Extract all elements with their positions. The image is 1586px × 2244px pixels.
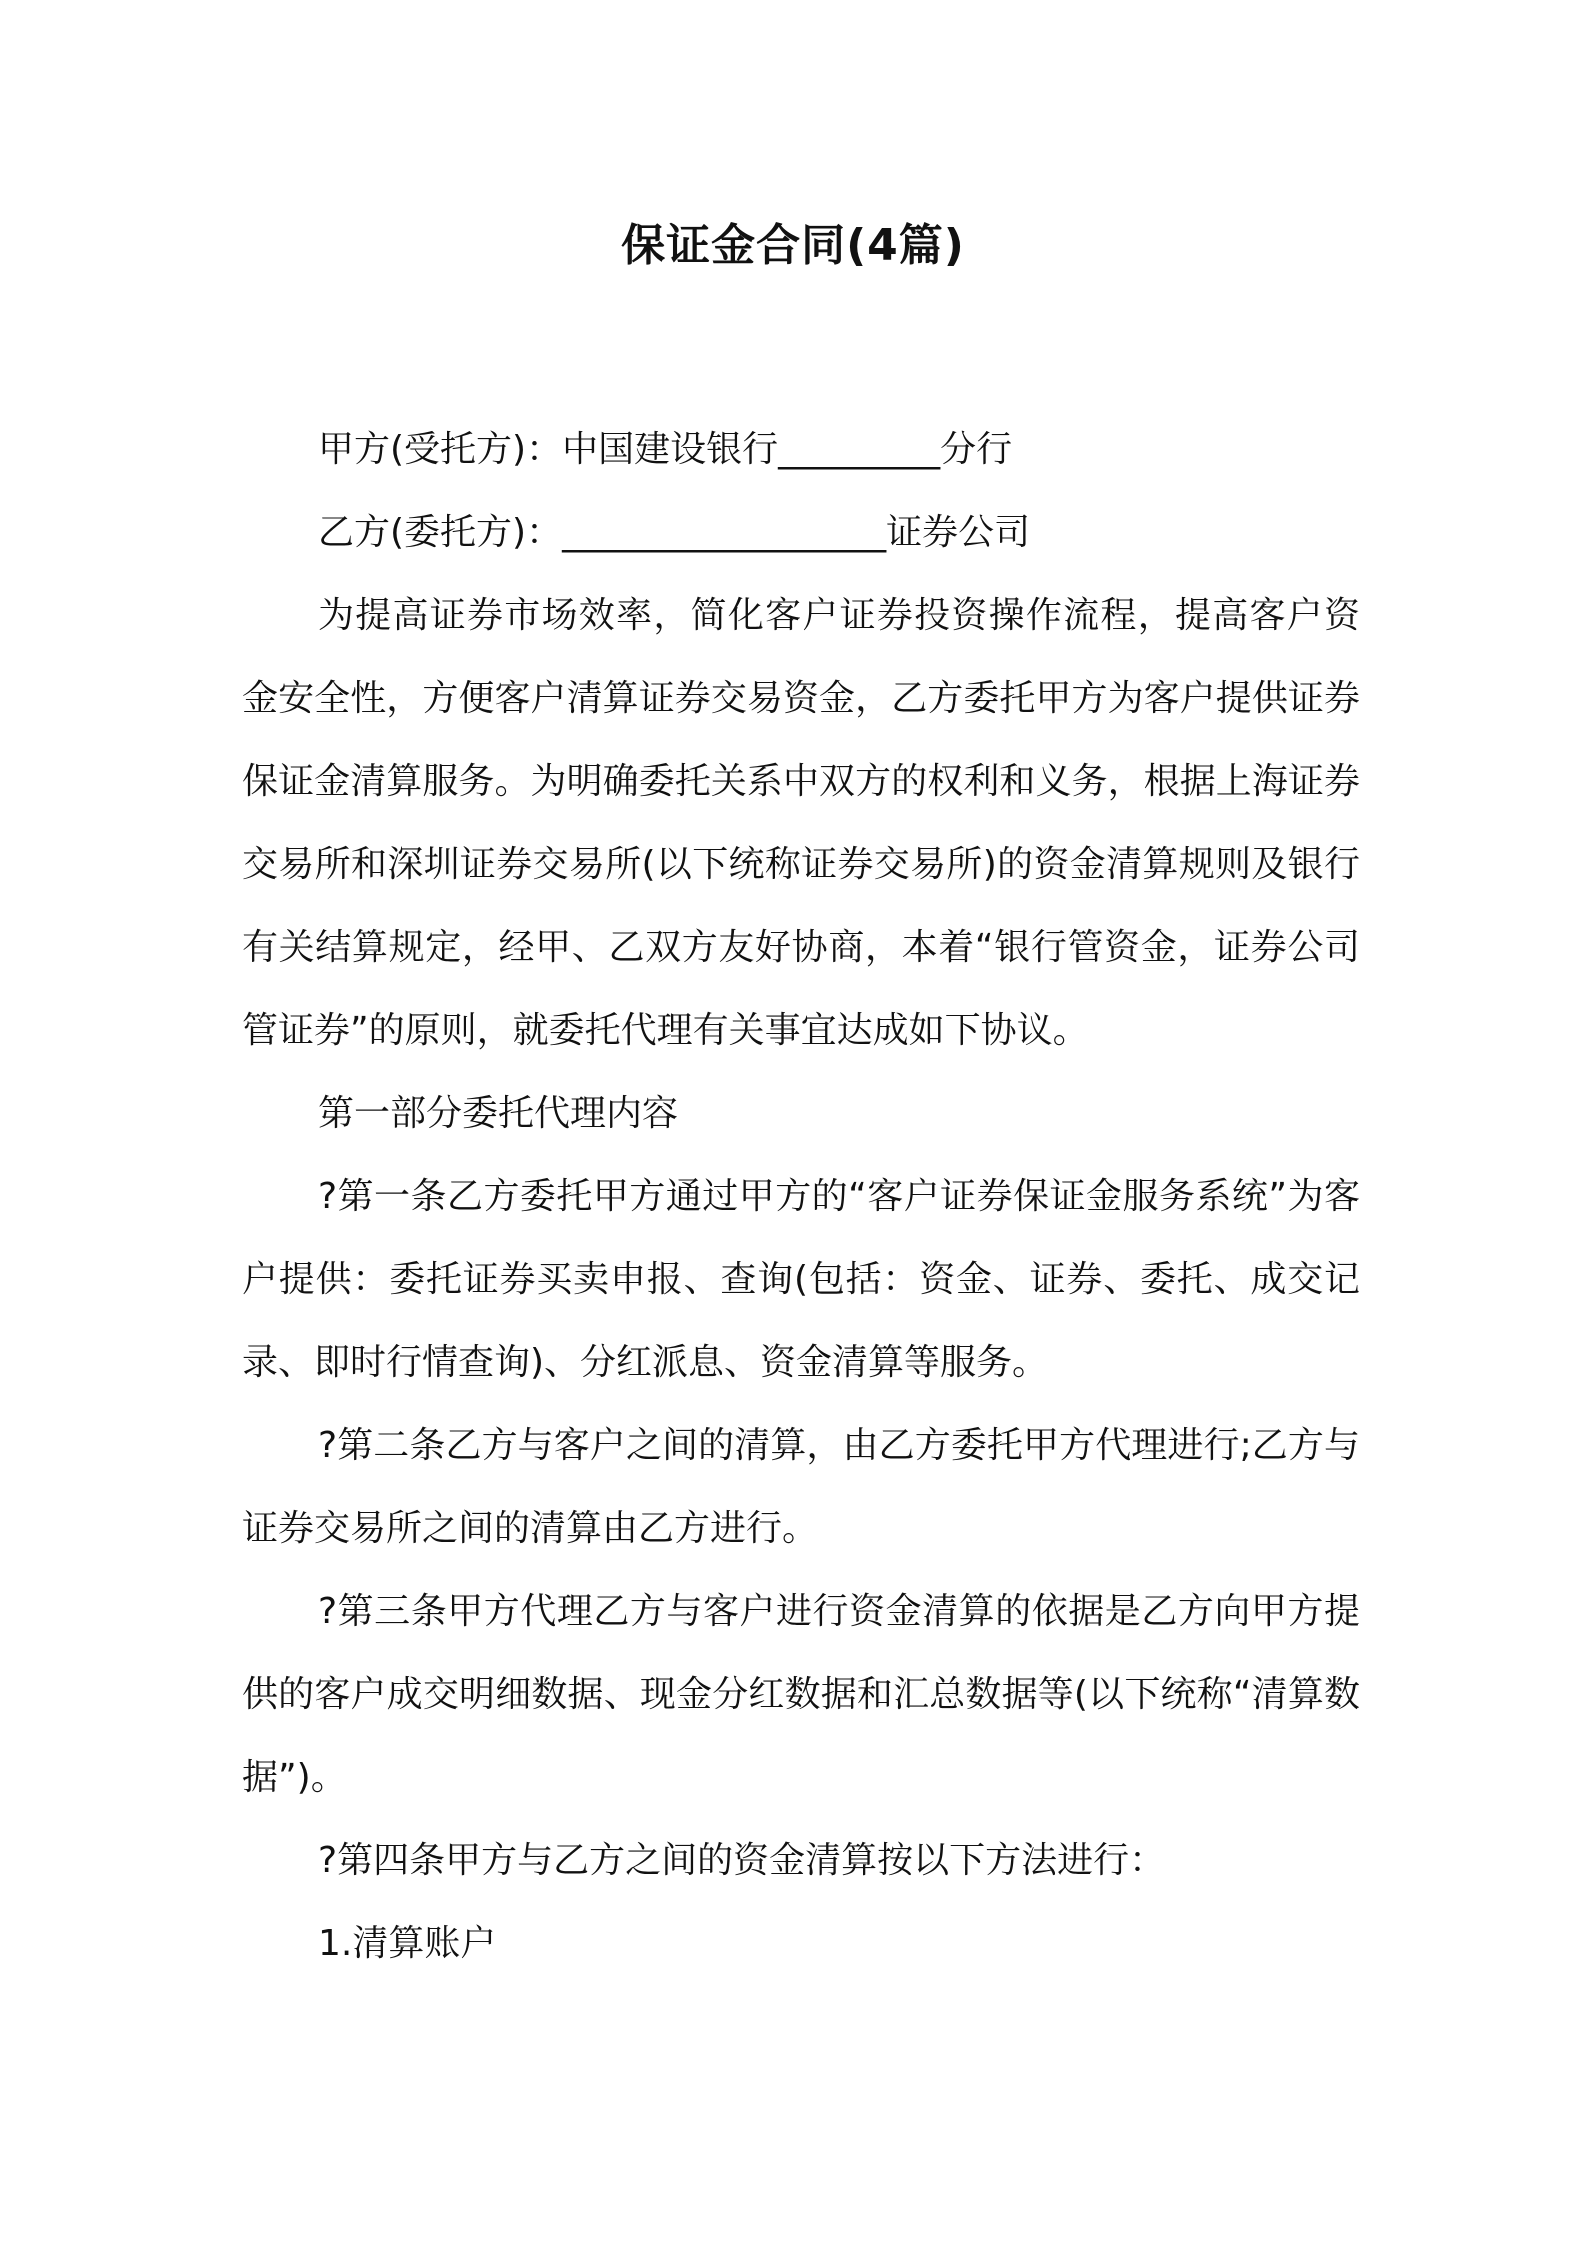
party-a-line: 甲方(受托方)：中国建设银行_________分行 [318,429,1013,470]
article-two: ?第二条乙方与客户之间的清算，由乙方委托甲方代理进行;乙方与证券交易所之间的清算由乙方进行。 [242,1425,1360,1549]
clause-clearing-account: 1.清算账户 [318,1923,497,1964]
part-one-heading: 第一部分委托代理内容 [318,1093,679,1134]
document-body [242,408,1360,1985]
article-three: ?第三条甲方代理乙方与客户进行资金清算的依据是乙方向甲方提供的客户成交明细数据、现金分红数据和汇总数据等(以下统称“清算数据”)。 [242,1591,1360,1798]
party-b-line: 乙方(委托方)：__________________证券公司 [318,512,1031,553]
article-four: ?第四条甲方与乙方之间的资金清算按以下方法进行： [318,1840,1166,1881]
article-one: ?第一条乙方委托甲方通过甲方的“客户证券保证金服务系统”为客户提供：委托证券买卖申报、查询(包括：资金、证券、委托、成交记录、即时行情查询)、分红派息、资金清算等服务。 [242,1176,1360,1383]
preamble-paragraph: 为提高证券市场效率，简化客户证券投资操作流程，提高客户资金安全性，方便客户清算证券交易资金，乙方委托甲方为客户提供证券保证金清算服务。为明确委托关系中双方的权利和义务，根据上海证券交易所和深圳证券交易所(以下统称证券交易所)的资金清算规则及银行有关结算规定，经甲、乙双方友好协商，本着“银行管资金，证券公司管证券”的原则，就委托代理有关事宜达成如下协议。 [242,595,1360,1051]
document-title: 保证金合同(4篇) [621,220,965,271]
